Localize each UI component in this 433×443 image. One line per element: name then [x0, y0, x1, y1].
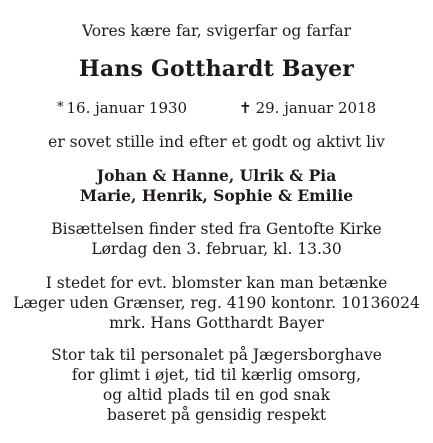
thanks-message [0, 345, 433, 425]
death-date: 29. januar 2018 [255, 99, 377, 117]
funeral-line: Lørdag den 3. februar, kl. 13.30 [91, 240, 342, 258]
cross-icon: ✝ [239, 99, 252, 117]
birth-date-group [57, 98, 187, 118]
thanks-line: Stor tak til personalet på Jægersborghave [51, 346, 382, 364]
donation-line: mrk. Hans Gotthardt Bayer [109, 314, 324, 332]
funeral-info [0, 219, 433, 259]
family-line: Johan & Hanne, Ulrik & Pia [96, 166, 337, 185]
funeral-line: Bisættelsen finder sted fra Gentofte Kirke [51, 220, 382, 238]
thanks-line: og altid plads til en god snak [102, 386, 331, 404]
death-date-group [239, 98, 376, 118]
donation-line: I stedet for evt. blomster kan man betænke [45, 274, 388, 292]
life-dates [0, 98, 433, 118]
deceased-name: Hans Gotthardt Bayer [78, 56, 355, 82]
family-line: Marie, Henrik, Sophie & Emilie [79, 186, 354, 205]
donation-line: Læger uden Grænser, reg. 4190 kontonr. 10136024 [13, 294, 420, 312]
intro-line: Vores kære far, svigerfar og farfar [81, 22, 352, 40]
thanks-line: for glimt i øjet, tid til kærlig omsorg, [71, 366, 362, 384]
thanks-line: baseret på gensidig respekt [106, 406, 327, 424]
birth-date: 16. januar 1930 [66, 99, 188, 117]
family-names [0, 166, 433, 206]
birth-star-icon: * [57, 100, 64, 115]
epitaph-line: er sovet stille ind efter et godt og aktivt liv [48, 133, 385, 151]
donation-info [0, 273, 433, 333]
